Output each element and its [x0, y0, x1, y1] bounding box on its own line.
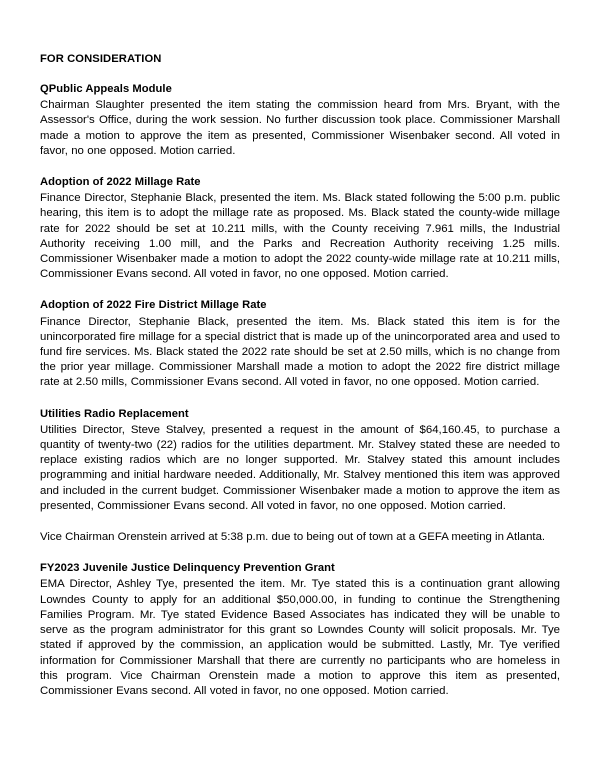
- page-title: FOR CONSIDERATION: [40, 53, 162, 65]
- agenda-item-heading: QPublic Appeals Module: [40, 83, 172, 95]
- agenda-item-utilities-radio-replacement: [40, 407, 560, 514]
- arrival-note-paragraph: Vice Chairman Orenstein arrived at 5:38 p.m. due to being out of town at a GEFA meeting in Atlanta.: [40, 531, 546, 544]
- agenda-item-paragraph: Chairman Slaughter presented the item stating the commission heard from Mrs. Bryant, with the Assessor's Office, during the work session. No further discussion took place. Commissioner Marshall made a motion to approve the item as presented, Commissioner Wisenbaker second. All voted in favor, no one opposed. Motion carried.: [40, 99, 560, 157]
- agenda-item-heading: Adoption of 2022 Millage Rate: [40, 176, 201, 189]
- agenda-item-paragraph: EMA Director, Ashley Tye, presented the item. Mr. Tye stated this is a continuation grant allowing Lowndes County to apply for an additional $50,000.00, in funding to continue the Strengthening Families Program. Mr. Tye stated Evidence Based Associates has indicated they will be unable to serve as the program administrator for this grant so Lowndes County will solicit proposals. Mr. Tye stated if approved by the commission, an application would be submitted. Lastly, Mr. Tye verified information for Commissioner Marshall that there are currently no participants who are homeless in this program. Vice Chairman Orenstein made a motion to approve this item as presented, Commissioner Evans second. All voted in favor, no one opposed. Motion carried.: [40, 578, 560, 697]
- agenda-item-adoption-2022-fire-district-millage-rate: [40, 298, 560, 390]
- agenda-item-adoption-2022-millage-rate: [40, 175, 560, 282]
- agenda-item-qpublic-appeals-module: [40, 82, 560, 159]
- agenda-item-fy2023-juvenile-justice-grant: [40, 561, 560, 699]
- agenda-item-paragraph: Utilities Director, Steve Stalvey, presented a request in the amount of $64,160.45, to purchase a quantity of twenty-two (22) radios for the utilities department. Mr. Stalvey stated these are needed to replace existing radios which are no longer supported. Mr. Stalvey stated this amount includes programming and initial hardware needed. Additionally, Mr. Stalvey mentioned this item was approved and included in the current budget. Commissioner Wisenbaker made a motion to approve the item as presented, Commissioner Evans second. All voted in favor, no one opposed. Motion carried.: [40, 423, 560, 512]
- agenda-item-heading: Utilities Radio Replacement: [40, 407, 189, 420]
- agenda-item-heading: Adoption of 2022 Fire District Millage Rate: [40, 299, 267, 312]
- agenda-item-heading: FY2023 Juvenile Justice Delinquency Prevention Grant: [40, 562, 335, 575]
- document-body: [40, 52, 560, 699]
- agenda-item-paragraph: Finance Director, Stephanie Black, presented the item. Ms. Black stated following the 5:00 p.m. public hearing, this item is to adopt the millage rate as proposed. Ms. Black stated the county-wide millage rate for 2022 should be set at 10.211 mills, with the County receiving 7.961 mills, the Industrial Authority receiving 1.00 mill, and the Parks and Recreation Authority receiving 1.25 mills. Commissioner Wisenbaker made a motion to adopt the 2022 county-wide millage rate at 10.211 mills, Commissioner Evans second. All voted in favor, no one opposed. Motion carried.: [40, 192, 560, 281]
- agenda-item-paragraph: Finance Director, Stephanie Black, presented the item. Ms. Black stated this item is for the unincorporated fire millage for a special district that is made up of the unincorporated area and used to fund fire services. Ms. Black stated the 2022 rate should be set at 2.50 mills, which is no change from the prior year millage. Commissioner Marshall made a motion to adopt the 2022 fire district millage rate at 2.50 mills, Commissioner Evans second. All voted in favor, no one opposed. Motion carried.: [40, 315, 560, 389]
